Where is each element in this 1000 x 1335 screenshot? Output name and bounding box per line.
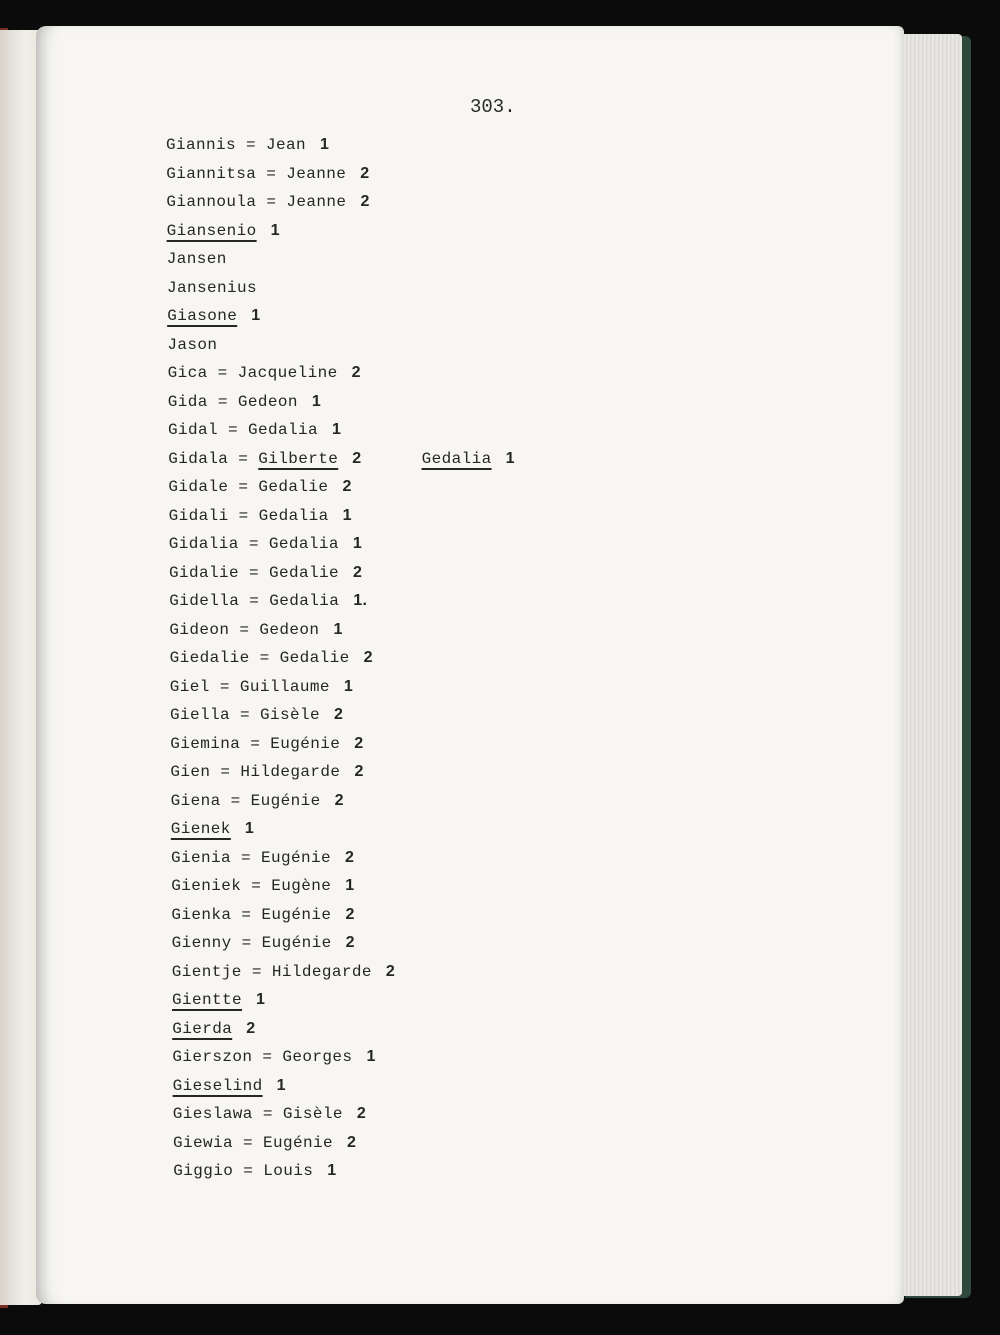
entry-count: 1 xyxy=(320,136,330,153)
entry-equals: = xyxy=(241,877,272,895)
index-entry xyxy=(166,136,329,154)
entry-count: 2 xyxy=(246,1019,256,1037)
entry-equivalent: Georges xyxy=(282,1048,353,1066)
entry-equivalent: Gedalie xyxy=(279,649,350,667)
entry-name: Giella xyxy=(170,706,231,724)
entry-equivalent: Gisèle xyxy=(282,1105,343,1123)
entry-equals: = xyxy=(239,592,270,610)
entry-name: Gideon xyxy=(169,620,230,639)
entry-name: Gidalie xyxy=(169,563,240,582)
entry-equals: = xyxy=(233,1162,264,1180)
entry-name: Jason xyxy=(167,335,218,354)
index-entry xyxy=(171,792,344,810)
entry-equals: = xyxy=(233,1133,264,1152)
entry-equivalent: Jean xyxy=(266,136,307,154)
index-entry xyxy=(166,193,369,211)
entry-equals: = xyxy=(238,535,269,553)
entry-count: 1 xyxy=(332,421,342,438)
entry-equivalent: Gilberte xyxy=(258,449,339,468)
entry-name: Gidale xyxy=(168,478,229,496)
entry-name: Giena xyxy=(170,791,221,810)
entry-equals: = xyxy=(236,136,267,154)
index-entry xyxy=(172,1048,375,1066)
entry-equals: = xyxy=(256,164,287,183)
index-entry xyxy=(168,364,361,382)
entry-name: Jansenius xyxy=(167,278,258,297)
entry-count: 2 xyxy=(351,364,361,381)
entry-equivalent: Eugénie xyxy=(250,791,321,810)
entry-equals: = xyxy=(239,563,270,582)
entry-equivalent: Eugénie xyxy=(261,905,332,924)
entry-equivalent: Eugénie xyxy=(261,848,332,867)
entry-equivalent: Gedeon xyxy=(237,392,298,411)
index-entry xyxy=(172,963,395,981)
index-entry xyxy=(169,621,342,639)
entry-equals: = xyxy=(230,706,261,724)
index-entry xyxy=(173,1162,336,1180)
entry-equivalent: Eugénie xyxy=(261,934,332,952)
entry-count: 2 xyxy=(345,905,355,923)
entry-count: 2 xyxy=(354,763,364,780)
entry-equivalent: Eugénie xyxy=(270,734,341,753)
entry-equivalent: Gedalia xyxy=(269,592,340,610)
entry-equals: = xyxy=(231,848,262,867)
entry-name: Giasone xyxy=(167,307,238,325)
index-entry xyxy=(168,421,341,439)
entry-name: Giannitsa xyxy=(166,164,257,183)
entry-equivalent: Eugénie xyxy=(263,1133,334,1152)
entry-name: Giewia xyxy=(173,1133,234,1152)
entry-equivalent: Gedalia xyxy=(268,535,339,553)
entry-name: Gidella xyxy=(169,592,240,610)
entry-count: 1 xyxy=(327,1162,337,1179)
entry-equals: = xyxy=(207,364,238,382)
index-entry xyxy=(170,678,353,696)
entry-count: 1 xyxy=(270,221,280,239)
entry-name: Gien xyxy=(170,763,211,781)
entry-equals: = xyxy=(207,392,238,411)
entry-equivalent: Hildegarde xyxy=(240,763,341,781)
entry-name: Gieselind xyxy=(172,1076,263,1095)
entry-count: 2 xyxy=(334,706,344,723)
index-entry xyxy=(171,849,354,867)
entry-name: Gienek xyxy=(170,820,231,838)
entry-equivalent: Guillaume xyxy=(239,677,330,696)
entry-count: 1 xyxy=(343,677,354,695)
index-entry xyxy=(168,478,351,496)
entry-count: 2 xyxy=(345,934,355,951)
index-entry xyxy=(170,649,373,667)
entry-count: 1 xyxy=(345,877,355,894)
entry-equals: = xyxy=(229,620,260,639)
entry-name: Giannoula xyxy=(166,193,257,211)
entry-count: 1 xyxy=(244,820,255,837)
index-entry xyxy=(169,564,362,582)
entry-equals: = xyxy=(231,905,262,924)
entry-name: Gidalia xyxy=(168,535,239,553)
entry-name: Gierszon xyxy=(172,1048,253,1066)
entry-name: Gidal xyxy=(168,421,219,439)
book-page xyxy=(36,26,904,1304)
entry-equals: = xyxy=(210,763,241,781)
entry-equals: = xyxy=(241,962,272,981)
entry-name: Gieslawa xyxy=(172,1105,253,1123)
entry-name: Jansen xyxy=(166,250,227,268)
entry-name: Gienka xyxy=(171,905,232,924)
entry-equivalent: Jeanne xyxy=(286,164,347,183)
entry-equals: = xyxy=(228,506,259,525)
entry-extra-count: 1 xyxy=(505,449,515,467)
entry-name: Gientje xyxy=(171,962,242,981)
entry-equivalent: Louis xyxy=(263,1162,314,1180)
entry-name: Gidala xyxy=(168,449,229,468)
entry-name: Gienny xyxy=(171,934,232,952)
index-entry xyxy=(173,1077,286,1095)
entry-equivalent: Gedalia xyxy=(248,421,319,439)
entry-equals: = xyxy=(256,193,287,211)
entry-name: Giedalie xyxy=(169,649,250,667)
entry-count: 1 xyxy=(366,1048,376,1065)
entry-name: Giannis xyxy=(166,136,237,154)
entry-name: Gienia xyxy=(171,848,232,867)
index-entry xyxy=(170,763,363,781)
entry-equivalent: Jacqueline xyxy=(237,364,338,382)
entry-name: Gidali xyxy=(168,506,229,525)
entry-name: Giansenio xyxy=(166,221,257,240)
entry-equivalent: Gedalia xyxy=(258,506,329,525)
entry-count: 2 xyxy=(354,734,364,752)
index-entry xyxy=(172,1020,255,1038)
entry-equals: = xyxy=(228,449,259,468)
entry-equals: = xyxy=(240,734,271,753)
entry-count: 2 xyxy=(385,962,396,980)
entry-name: Gica xyxy=(167,364,208,382)
entry-equivalent: Jeanne xyxy=(286,193,347,211)
index-entry xyxy=(173,1105,366,1123)
entry-name: Gida xyxy=(167,392,208,411)
index-entry xyxy=(167,279,257,297)
index-entry xyxy=(168,393,321,411)
entry-count: 1 xyxy=(276,1076,286,1094)
entry-equals: = xyxy=(252,1105,283,1123)
index-entry xyxy=(171,906,354,924)
index-entry xyxy=(167,307,260,325)
entry-count: 2 xyxy=(353,563,363,581)
entry-equals: = xyxy=(228,478,259,496)
entry-count: 2 xyxy=(356,1105,367,1122)
entry-count: 1 xyxy=(342,506,352,524)
entry-equals: = xyxy=(220,791,251,810)
entry-equivalent: Hildegarde xyxy=(271,962,372,981)
index-entry xyxy=(168,450,515,468)
entry-equals: = xyxy=(249,649,280,667)
entry-name: Giemina xyxy=(170,734,241,753)
index-entry xyxy=(171,877,354,895)
index-entry xyxy=(166,165,369,183)
entry-equivalent: Gisèle xyxy=(260,706,321,724)
index-entry xyxy=(170,735,363,753)
entry-count: 2 xyxy=(352,449,362,467)
index-entry xyxy=(169,507,352,525)
index-entry xyxy=(170,706,343,724)
entry-count: 1 xyxy=(311,392,322,410)
entry-name: Gierda xyxy=(172,1019,233,1038)
entry-equals: = xyxy=(209,677,240,696)
entry-equals: = xyxy=(218,421,249,439)
entry-extra-equivalent: Gedalia xyxy=(421,449,492,468)
entry-count: 2 xyxy=(345,848,355,866)
index-entry xyxy=(173,1134,356,1152)
entry-equivalent: Gedalie xyxy=(269,563,340,582)
entry-count: 1 xyxy=(352,535,363,552)
entry-name: Giel xyxy=(169,677,210,696)
entry-equals: = xyxy=(252,1048,283,1066)
entry-count: 2 xyxy=(363,649,373,666)
entry-count: 2 xyxy=(360,164,370,182)
entry-equivalent: Gedeon xyxy=(259,620,320,639)
entry-count: 1 xyxy=(251,307,261,324)
index-entry xyxy=(172,991,265,1009)
index-entry xyxy=(171,820,254,838)
entry-equivalent: Eugène xyxy=(271,877,332,895)
index-entry xyxy=(169,535,362,553)
entry-equivalent: Gedalie xyxy=(258,478,329,496)
entry-count: 1 xyxy=(333,620,343,638)
index-entry xyxy=(167,336,217,354)
index-entry xyxy=(167,250,227,268)
entry-count: 2 xyxy=(360,193,370,210)
entry-name: Giggio xyxy=(173,1162,234,1180)
entry-count: 2 xyxy=(347,1133,357,1151)
entry-count: 2 xyxy=(342,478,352,495)
entry-count: 1. xyxy=(353,592,368,609)
index-entry xyxy=(167,222,280,240)
index-entry xyxy=(169,592,367,610)
entry-equals: = xyxy=(231,934,262,952)
entry-name: Gientte xyxy=(172,991,243,1009)
index-entry xyxy=(172,934,355,952)
page-number: 303. xyxy=(470,96,516,118)
entry-count: 1 xyxy=(256,991,266,1008)
entry-name: Gieniek xyxy=(171,877,242,895)
entry-count: 2 xyxy=(334,791,344,809)
